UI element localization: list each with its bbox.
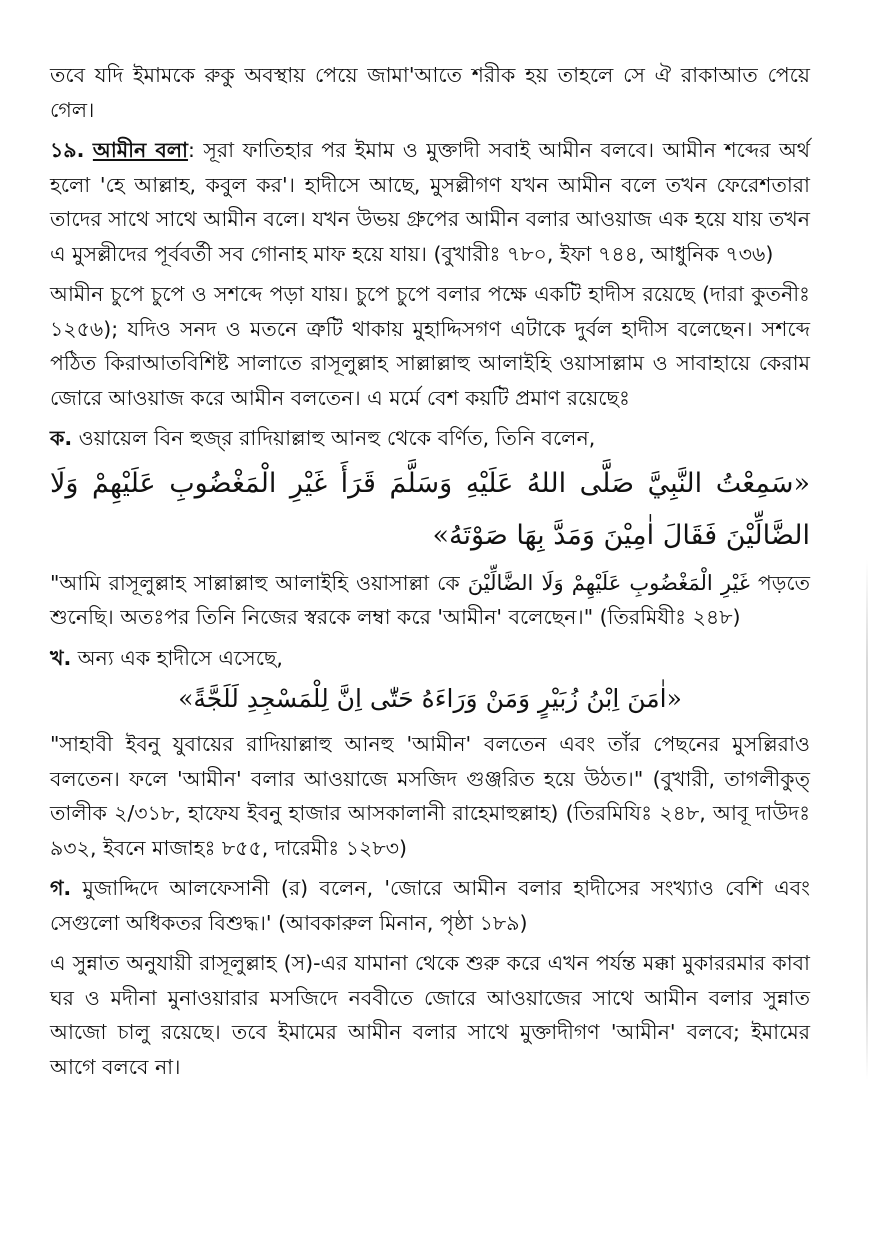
item-ka-text: ওয়ায়েল বিন হুজ্‌র রাদিয়াল্লাহু আনহু থেকে বর্ণিত, তিনি বলেন, <box>78 426 596 450</box>
item-ka <box>50 421 810 456</box>
trans-start: "আমি রাসূলুল্লাহ সাল্লাল্লাহু আলাইহি ওয়াসাল্লা কে <box>50 570 468 595</box>
item-kha <box>50 641 810 676</box>
item-kha-text: অন্য এক হাদীসে এসেছে, <box>77 645 283 670</box>
item-kha-label: খ. <box>50 645 72 670</box>
item-kha-translation: "সাহাবী ইবনু যুবায়ের রাদিয়াল্লাহু আনহু 'আমীন' বলতেন এবং তাঁর পেছনের মুসল্লিরাও বলতেন। ফলে 'আমীন' বলার আওয়াজে মসজিদ গুঞ্জরিত হয়ে উঠত।" (বুখারী, তাগলীকুত্ তালীক ২/৩১৮, হাফেয ইবনু হাজার আসকালানী রাহেমাহুল্লাহ) (তিরমিযিঃ ২৪৮, আবূ দাউদঃ ৯৩২, ইবনে মাজাহঃ ৮৫৫, দারেমীঃ ১২৮৩) <box>50 732 810 860</box>
section-text: : সূরা ফাতিহার পর ইমাম ও মুক্তাদী সবাই আমীন বলবে। আমীন শব্দের অর্থ হলো 'হে আল্লাহ, কবুল কর'। হাদীসে আছে, মুসল্লীগণ যখন আমীন বলে তখন ফেরেশতারা তাদের সাথে সাথে আমীন বলে। যখন উভয় গ্রুপের আমীন বলার আওয়াজ এক হয়ে যায় তখন এ মুসল্লীদের পূর্ববর্তী সব গোনাহ মাফ হয়ে যায়। (বুখারীঃ ৭৮০, ইফা ৭৪৪, আধুনিক ৭৩৬) <box>50 138 810 266</box>
paragraph-amin-loud: আমীন চুপে চুপে ও সশব্দে পড়া যায়। চুপে চুপে বলার পক্ষে একটি হাদীস রয়েছে (দারা কুতনীঃ ১২৫৬); যদিও সনদ ও মতনে ত্রুটি থাকায় মুহাদ্দিসগণ এটাকে দুর্বল হাদীস বলেছেন। সশব্দে পঠিত কিরাআতবিশিষ্ট সালাতে রাসূলুল্লাহ সাল্লাল্লাহু আলাইহি ওয়াসাল্লাম ও সাবাহায়ে কেরাম জোরে আওয়াজ করে আমীন বলতেন। এ মর্মে বেশ কয়টি প্রমাণ রয়েছেঃ <box>50 282 810 410</box>
paragraph-ruku: তবে যদি ইমামকে রুকু অবস্থায় পেয়ে জামা'আতে শরীক হয় তাহলে সে ঐ রাকাআত পেয়ে গেল। <box>50 63 810 122</box>
item-ga-text: মুজাদ্দিদে আলফেসানী (র) বলেন, 'জোরে আমীন বলার হাদীসের সংখ্যাও বেশি এবং সেগুলো অধিকতর বিশুদ্ধ।' (আবকারুল মিনান, পৃষ্ঠা ১৮৯) <box>50 876 810 935</box>
paragraph-sunnah-continues: এ সুন্নাত অনুযায়ী রাসূলুল্লাহ (স)-এর যামানা থেকে শুরু করে এখন পর্যন্ত মক্কা মুকাররমার কাবা ঘর ও মদীনা মুনাওয়ারার মসজিদে নববীতে জোরে আওয়াজের সাথে আমীন বলার সুন্নাত আজো চালু রয়েছে। তবে ইমামের আমীন বলার সাথে মুক্তাদীগণ 'আমীন' বলবে; ইমামের আগে বলবে না। <box>50 951 810 1079</box>
item-ga-label: গ. <box>50 876 72 900</box>
item-ka-translation <box>50 566 810 635</box>
section-amin <box>50 133 810 271</box>
page-body <box>50 58 810 1090</box>
item-ka-label: ক. <box>50 426 73 450</box>
section-title: আমীন বলা <box>92 138 188 162</box>
arabic-hadith-wail: «سَمِعْتُ النَّبِيَّ صَلَّى اللهُ عَلَيْهِ وَسَلَّمَ قَرَأَ غَيْرِ الْمَغْضُوبِ عَلَيْهِمْ وَلَا الضَّالِّيْنَ فَقَالَ اٰمِيْنَ وَمَدَّ بِهَا صَوْتَهُ» <box>50 467 810 551</box>
trans-arabic-inline: غَيْرِ الْمَغْضُوبِ عَلَيْهِمْ وَلَا الضَّالِّيْنَ <box>467 570 750 595</box>
arabic-hadith-zubair: «اٰمَنَ اِبْنُ زُبَيْرٍ وَمَنْ وَرَاءَهُ حَتّٰى اِنَّ لِلْمَسْجِدِ لَلَجَّةً» <box>178 684 682 713</box>
scan-edge-shadow <box>866 560 868 1080</box>
item-ga <box>50 871 810 940</box>
trans-end: পড়তে শুনেছি। অতঃপর তিনি নিজের স্বরকে লম্বা করে 'আমীন' বলেছেন।" (তিরমিযীঃ ২৪৮) <box>50 570 810 629</box>
section-number: ১৯. <box>50 138 85 162</box>
